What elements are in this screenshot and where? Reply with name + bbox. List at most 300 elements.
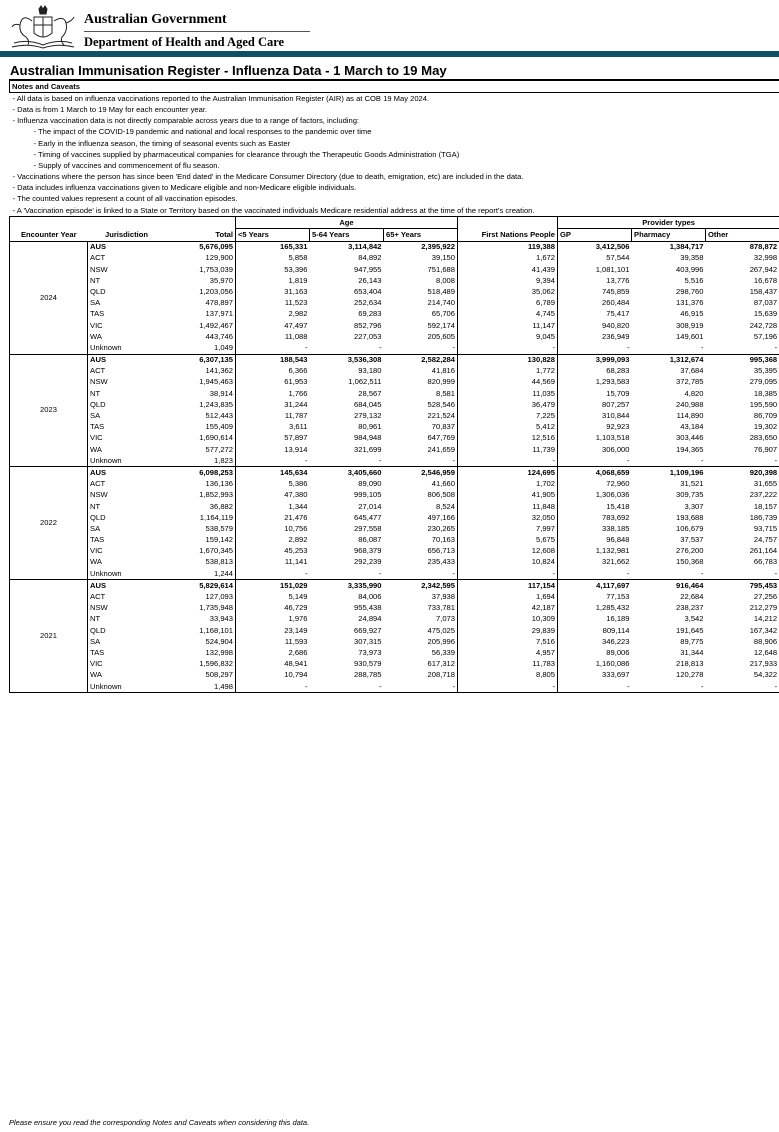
value-cell: 1,132,981 — [595, 546, 630, 556]
value-cell: - — [310, 455, 384, 467]
value-cell: 4,820 — [684, 388, 704, 398]
value-cell: 53,396 — [284, 264, 308, 274]
value-cell: 1,103,518 — [595, 433, 630, 443]
table-row — [10, 512, 779, 523]
value-cell: 68,283 — [606, 366, 630, 376]
value-cell: 303,446 — [676, 433, 704, 443]
table-row — [10, 546, 779, 557]
jurisdiction-cell: NT — [90, 388, 101, 398]
value-cell: 31,244 — [284, 399, 308, 409]
jurisdiction-cell: SA — [90, 298, 101, 308]
jurisdiction-cell: ACT — [90, 479, 106, 489]
value-cell: 16,678 — [706, 275, 779, 286]
col-header-under-5: <5 Years — [236, 229, 310, 241]
value-cell: 16,189 — [606, 614, 630, 624]
value-cell: 1,492,467 — [166, 320, 236, 331]
value-cell: 1,049 — [166, 342, 236, 354]
notes-section — [10, 81, 779, 217]
table-row — [10, 286, 779, 297]
value-cell: 84,006 — [358, 592, 382, 602]
value-cell: 18,385 — [706, 388, 779, 399]
value-cell: 5,676,095 — [166, 241, 236, 253]
value-cell: - — [236, 455, 310, 467]
value-cell: 669,927 — [354, 625, 382, 635]
value-cell: 497,166 — [384, 512, 458, 523]
value-cell: 5,149 — [288, 592, 308, 602]
value-cell: 372,785 — [676, 377, 704, 387]
table-row — [10, 410, 779, 421]
value-cell: 241,659 — [384, 444, 458, 455]
value-cell: 18,157 — [706, 501, 779, 512]
age-group-header: Age — [236, 217, 458, 229]
value-cell: 276,200 — [676, 546, 704, 556]
value-cell: 751,688 — [384, 264, 458, 275]
value-cell: 333,697 — [602, 670, 630, 680]
value-cell: 12,608 — [458, 546, 558, 557]
value-cell: 11,848 — [458, 501, 558, 512]
value-cell: 22,684 — [680, 592, 704, 602]
value-cell: 36,479 — [458, 399, 558, 410]
value-cell: 37,537 — [680, 535, 704, 545]
note-line: - Early in the influenza season, the timing of seasonal events such as Easter — [33, 138, 291, 148]
value-cell: 165,331 — [280, 242, 308, 252]
jurisdiction-cell: ACT — [90, 253, 106, 263]
value-cell: 35,395 — [706, 366, 779, 377]
value-cell: 48,941 — [284, 659, 308, 669]
value-cell: 31,344 — [680, 647, 704, 657]
value-cell: 240,988 — [676, 399, 704, 409]
value-cell: 32,998 — [706, 253, 779, 264]
jurisdiction-cell: NT — [90, 275, 101, 285]
table-row — [10, 320, 779, 331]
value-cell: 1,690,614 — [166, 433, 236, 444]
value-cell: 617,312 — [384, 659, 458, 670]
value-cell: 132,998 — [166, 647, 236, 658]
value-cell: - — [706, 681, 779, 693]
value-cell: - — [706, 568, 779, 580]
value-cell: 2,546,959 — [384, 467, 458, 479]
value-cell: 87,037 — [706, 298, 779, 309]
table-row — [10, 535, 779, 546]
table-row — [10, 399, 779, 410]
value-cell: 70,163 — [384, 535, 458, 546]
table-row — [10, 580, 779, 592]
value-cell: 23,149 — [284, 625, 308, 635]
table-row — [10, 388, 779, 399]
value-cell: 1,694 — [458, 591, 558, 602]
department-name: Department of Health and Aged Care — [84, 35, 285, 49]
value-cell: 1,672 — [458, 253, 558, 264]
value-cell: 46,915 — [680, 309, 704, 319]
value-cell: 19,302 — [706, 422, 779, 433]
value-cell: - — [706, 455, 779, 467]
value-cell: 7,516 — [458, 636, 558, 647]
value-cell: 236,949 — [602, 331, 630, 341]
value-cell: 3,999,093 — [595, 355, 630, 365]
table-row — [10, 422, 779, 433]
value-cell: 31,521 — [680, 479, 704, 489]
value-cell: 645,477 — [354, 512, 382, 522]
value-cell: 186,739 — [706, 512, 779, 523]
value-cell: 57,196 — [706, 331, 779, 342]
value-cell: 39,150 — [384, 253, 458, 264]
col-header-encounter-year: Encounter Year — [10, 229, 88, 241]
value-cell: 4,957 — [458, 647, 558, 658]
jurisdiction-cell: AUS — [90, 467, 107, 477]
note-line: - Supply of vaccines and commencement of flu season. — [33, 160, 220, 170]
value-cell: 92,923 — [606, 422, 630, 432]
value-cell: 136,136 — [166, 479, 236, 490]
footer-note: Please ensure you read the corresponding Notes and Caveats when considering this data. — [9, 1118, 310, 1127]
value-cell: 279,095 — [706, 377, 779, 388]
value-cell: 8,524 — [384, 501, 458, 512]
table-row — [10, 275, 779, 286]
value-cell: 653,404 — [354, 286, 382, 296]
value-cell: 41,816 — [384, 366, 458, 377]
value-cell: 795,453 — [706, 580, 779, 592]
value-cell: 346,223 — [602, 636, 630, 646]
value-cell: 120,278 — [676, 670, 704, 680]
jurisdiction-cell: QLD — [90, 625, 106, 635]
value-cell: 321,662 — [602, 557, 630, 567]
jurisdiction-cell: VIC — [90, 546, 103, 556]
value-cell: 1,735,948 — [166, 603, 236, 614]
table-row — [10, 479, 779, 490]
value-cell: 10,309 — [458, 614, 558, 625]
value-cell: 31,655 — [706, 479, 779, 490]
value-cell: 508,297 — [166, 670, 236, 681]
note-line: - The impact of the COVID-19 pandemic and national and local responses to the pandemic over time — [33, 127, 372, 137]
jurisdiction-cell: Unknown — [88, 681, 166, 693]
value-cell: 106,679 — [676, 523, 704, 533]
jurisdiction-cell: AUS — [90, 580, 107, 590]
value-cell: 89,090 — [358, 479, 382, 489]
table-row — [10, 433, 779, 444]
value-cell: 1,702 — [458, 479, 558, 490]
note-line: - Data includes influenza vaccinations given to Medicare eligible and non-Medicare eligible individuals. — [12, 183, 357, 193]
value-cell: 1,596,832 — [166, 659, 236, 670]
header-band — [0, 51, 779, 57]
value-cell: 84,892 — [358, 253, 382, 263]
value-cell: 45,253 — [284, 546, 308, 556]
value-cell: 6,307,135 — [166, 354, 236, 366]
value-cell: 10,794 — [284, 670, 308, 680]
value-cell: 2,342,595 — [384, 580, 458, 592]
value-cell: 11,739 — [458, 444, 558, 455]
value-cell: 1,819 — [288, 275, 308, 285]
value-cell: 54,322 — [706, 670, 779, 681]
value-cell: 80,961 — [358, 422, 382, 432]
value-cell: 8,805 — [458, 670, 558, 681]
value-cell: 306,000 — [602, 444, 630, 454]
value-cell: 283,650 — [706, 433, 779, 444]
encounter-year-cell: 2022 — [10, 467, 88, 580]
value-cell: 10,756 — [284, 523, 308, 533]
value-cell: 538,813 — [166, 557, 236, 568]
value-cell: 15,418 — [606, 501, 630, 511]
table-body — [10, 241, 779, 693]
value-cell: 38,914 — [166, 388, 236, 399]
col-header-65-plus: 65+ Years — [384, 229, 458, 241]
value-cell: 119,388 — [458, 241, 558, 253]
value-cell: 89,775 — [680, 636, 704, 646]
value-cell: 131,376 — [676, 298, 704, 308]
value-cell: 56,339 — [384, 647, 458, 658]
table-header — [10, 217, 779, 241]
value-cell: 33,943 — [166, 614, 236, 625]
value-cell: 124,695 — [458, 467, 558, 479]
jurisdiction-cell: TAS — [90, 647, 105, 657]
value-cell: 1,109,196 — [669, 467, 704, 477]
value-cell: 807,257 — [602, 399, 630, 409]
value-cell: 194,365 — [676, 444, 704, 454]
table-row — [10, 253, 779, 264]
value-cell: 212,279 — [706, 603, 779, 614]
value-cell: 592,174 — [384, 320, 458, 331]
value-cell: 15,639 — [706, 309, 779, 320]
encounter-year-cell: 2021 — [10, 580, 88, 693]
value-cell: 308,919 — [676, 320, 704, 330]
table-row — [10, 647, 779, 658]
value-cell: 5,412 — [458, 422, 558, 433]
table-row — [10, 670, 779, 681]
provider-group-header: Provider types — [558, 217, 779, 229]
value-cell: 191,645 — [676, 625, 704, 635]
value-cell: 205,996 — [384, 636, 458, 647]
page-title: Australian Immunisation Register - Influenza Data - 1 March to 19 May — [10, 63, 447, 78]
value-cell: - — [706, 342, 779, 354]
value-cell: 93,715 — [706, 523, 779, 534]
value-cell: 57,544 — [606, 253, 630, 263]
value-cell: 11,593 — [284, 636, 308, 646]
value-cell: 195,590 — [706, 399, 779, 410]
value-cell: 940,820 — [602, 320, 630, 330]
value-cell: 7,997 — [458, 523, 558, 534]
value-cell: 968,379 — [354, 546, 382, 556]
jurisdiction-cell: VIC — [90, 659, 103, 669]
col-header-jurisdiction: Jurisdiction — [88, 229, 166, 241]
value-cell: 69,283 — [358, 309, 382, 319]
note-line: - Timing of vaccines supplied by pharmaceutical companies for clearance through the Therapeutic Goods Administration (TGA) — [33, 149, 460, 159]
value-cell: - — [458, 568, 558, 580]
value-cell: 9,394 — [458, 275, 558, 286]
col-header-5-64: 5-64 Years — [310, 229, 384, 241]
value-cell: 820,999 — [384, 377, 458, 388]
table-row — [10, 264, 779, 275]
value-cell: 3,611 — [289, 422, 308, 432]
value-cell: 1,823 — [166, 455, 236, 467]
value-cell: 47,380 — [284, 490, 308, 500]
value-cell: 36,882 — [166, 501, 236, 512]
value-cell: 3,412,506 — [595, 242, 630, 252]
value-cell: 5,675 — [458, 535, 558, 546]
value-cell: 279,132 — [354, 411, 382, 421]
table-row — [10, 377, 779, 388]
jurisdiction-cell: WA — [90, 670, 102, 680]
value-cell: 518,489 — [384, 286, 458, 297]
value-cell: 1,766 — [288, 388, 308, 398]
value-cell: 238,237 — [676, 603, 704, 613]
value-cell: 141,362 — [166, 366, 236, 377]
value-cell: - — [458, 681, 558, 693]
value-cell: 24,757 — [706, 535, 779, 546]
value-cell: 733,781 — [384, 603, 458, 614]
value-cell: 149,601 — [676, 331, 704, 341]
value-cell: - — [236, 568, 310, 580]
header-divider — [84, 31, 310, 32]
value-cell: 4,068,659 — [595, 467, 630, 477]
value-cell: 227,053 — [354, 331, 382, 341]
col-header-gp: GP — [558, 229, 632, 241]
value-cell: 3,536,308 — [347, 355, 382, 365]
value-cell: 46,729 — [284, 603, 308, 613]
table-row — [10, 614, 779, 625]
value-cell: 984,948 — [354, 433, 382, 443]
value-cell: 35,062 — [458, 286, 558, 297]
jurisdiction-cell: QLD — [90, 512, 106, 522]
value-cell: 292,239 — [354, 557, 382, 567]
value-cell: 214,740 — [384, 298, 458, 309]
value-cell: 237,222 — [706, 490, 779, 501]
value-cell: 88,906 — [706, 636, 779, 647]
value-cell: - — [384, 681, 458, 693]
value-cell: 8,581 — [384, 388, 458, 399]
value-cell: 6,366 — [288, 366, 308, 376]
value-cell: 37,938 — [384, 591, 458, 602]
value-cell: 11,035 — [458, 388, 558, 399]
value-cell: 4,745 — [458, 309, 558, 320]
jurisdiction-cell: SA — [90, 523, 101, 533]
value-cell: 1,244 — [166, 568, 236, 580]
table-row — [10, 591, 779, 602]
value-cell: 852,796 — [354, 320, 382, 330]
value-cell: 684,045 — [354, 399, 382, 409]
value-cell: 2,686 — [288, 647, 308, 657]
table-row — [10, 467, 779, 479]
value-cell: 2,582,284 — [384, 354, 458, 366]
value-cell: 3,335,990 — [347, 580, 382, 590]
value-cell: 9,045 — [458, 331, 558, 342]
value-cell: - — [458, 342, 558, 354]
value-cell: 338,185 — [602, 523, 630, 533]
value-cell: - — [236, 681, 310, 693]
value-cell: 32,050 — [458, 512, 558, 523]
jurisdiction-cell: NSW — [90, 377, 108, 387]
value-cell: 167,342 — [706, 625, 779, 636]
value-cell: - — [558, 342, 632, 354]
value-cell: 947,955 — [354, 264, 382, 274]
value-cell: 1,160,086 — [595, 659, 630, 669]
col-header-pharmacy: Pharmacy — [632, 229, 706, 241]
value-cell: 43,184 — [680, 422, 704, 432]
value-cell: 65,706 — [384, 309, 458, 320]
value-cell: 117,154 — [458, 580, 558, 592]
value-cell: 1,062,511 — [348, 377, 382, 387]
value-cell: 11,088 — [284, 331, 308, 341]
value-cell: 26,143 — [358, 275, 382, 285]
value-cell: 1,243,835 — [166, 399, 236, 410]
table-row — [10, 568, 779, 580]
value-cell: 1,285,432 — [595, 603, 630, 613]
value-cell: - — [310, 681, 384, 693]
value-cell: 75,417 — [606, 309, 630, 319]
value-cell: 235,433 — [384, 557, 458, 568]
value-cell: 955,438 — [354, 603, 382, 613]
value-cell: - — [632, 568, 706, 580]
jurisdiction-cell: Unknown — [88, 455, 166, 467]
value-cell: 1,306,036 — [595, 490, 630, 500]
jurisdiction-cell: NT — [90, 501, 101, 511]
value-cell: 745,859 — [602, 286, 630, 296]
value-cell: 6,098,253 — [166, 467, 236, 479]
value-cell: 403,996 — [676, 264, 704, 274]
value-cell: 66,783 — [706, 557, 779, 568]
jurisdiction-cell: NSW — [90, 490, 108, 500]
value-cell: 188,543 — [280, 355, 308, 365]
encounter-year-cell: 2024 — [10, 241, 88, 354]
value-cell: 783,692 — [602, 512, 630, 522]
table-row — [10, 366, 779, 377]
value-cell: 809,114 — [602, 625, 630, 635]
jurisdiction-cell: AUS — [90, 355, 107, 365]
value-cell: 3,405,660 — [347, 467, 382, 477]
value-cell: 13,914 — [284, 444, 308, 454]
value-cell: 307,315 — [354, 636, 382, 646]
jurisdiction-cell: QLD — [90, 399, 106, 409]
jurisdiction-cell: NSW — [90, 603, 108, 613]
value-cell: 137,971 — [166, 309, 236, 320]
jurisdiction-cell: ACT — [90, 366, 106, 376]
value-cell: 528,546 — [384, 399, 458, 410]
value-cell: 1,168,101 — [166, 625, 236, 636]
value-cell: 127,093 — [166, 591, 236, 602]
value-cell: 29,839 — [458, 625, 558, 636]
jurisdiction-cell: SA — [90, 411, 101, 421]
value-cell: 806,508 — [384, 490, 458, 501]
value-cell: 44,569 — [458, 377, 558, 388]
value-cell: - — [632, 342, 706, 354]
value-cell: 298,760 — [676, 286, 704, 296]
value-cell: 150,368 — [676, 557, 704, 567]
value-cell: 1,976 — [288, 614, 308, 624]
value-cell: 524,904 — [166, 636, 236, 647]
jurisdiction-cell: Unknown — [88, 568, 166, 580]
value-cell: 916,464 — [676, 580, 704, 590]
value-cell: 309,735 — [676, 490, 704, 500]
value-cell: 1,498 — [166, 681, 236, 693]
table-row — [10, 501, 779, 512]
value-cell: 260,484 — [602, 298, 630, 308]
table-row — [10, 241, 779, 253]
jurisdiction-cell: TAS — [90, 309, 105, 319]
value-cell: 1,081,101 — [595, 264, 630, 274]
table-row — [10, 331, 779, 342]
value-cell: 61,953 — [284, 377, 308, 387]
value-cell: 3,542 — [684, 614, 704, 624]
value-cell: 5,829,614 — [166, 580, 236, 592]
col-header-total: Total — [166, 229, 236, 241]
value-cell: 1,344 — [288, 501, 308, 511]
value-cell: - — [558, 455, 632, 467]
value-cell: 538,579 — [166, 523, 236, 534]
value-cell: 261,164 — [706, 546, 779, 557]
coat-of-arms-logo — [8, 3, 78, 49]
jurisdiction-cell: TAS — [90, 422, 105, 432]
value-cell: 288,785 — [354, 670, 382, 680]
value-cell: 920,398 — [706, 467, 779, 479]
note-line: - Vaccinations where the person has since been 'End dated' in the Medicare Consumer Directory (due to death, emigration, etc) are included in the data. — [12, 172, 524, 182]
jurisdiction-cell: AUS — [90, 242, 107, 252]
